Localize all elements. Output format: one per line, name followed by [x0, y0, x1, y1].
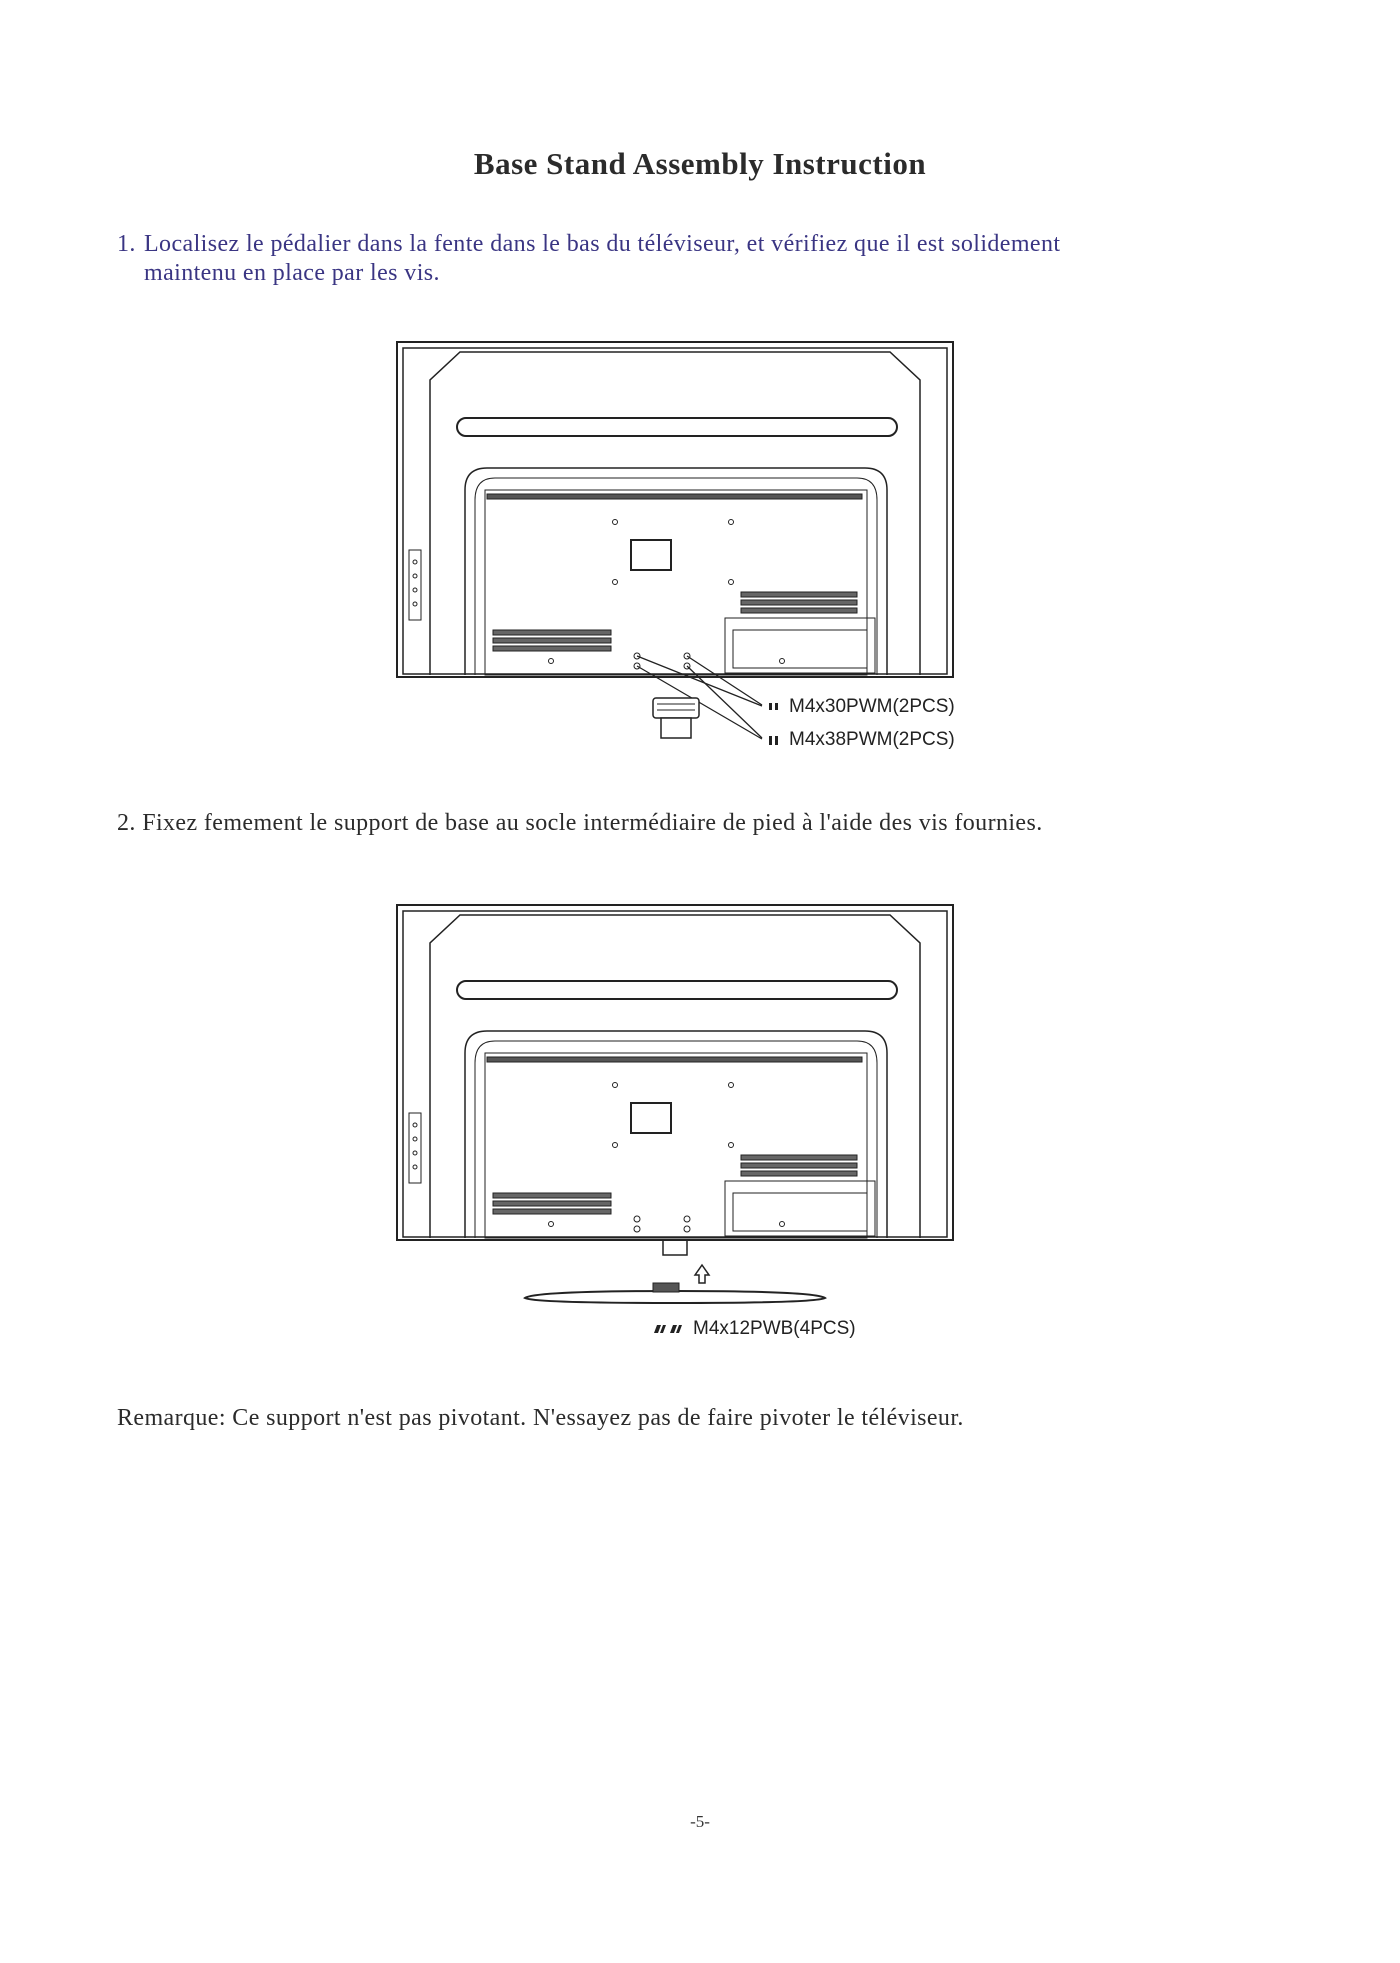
step-1-line-1: Localisez le pédalier dans la fente dans le bas du téléviseur, et vérifiez que il est solidement	[144, 231, 1061, 257]
remark-note: Remarque: Ce support n'est pas pivotant. N'essayez pas de faire pivoter le téléviseur.	[117, 1405, 964, 1431]
page-title: Base Stand Assembly Instruction	[473, 146, 927, 181]
screw-label-m4x38: M4x38PWM(2PCS)	[789, 729, 955, 750]
step-1-number: 1.	[117, 231, 136, 257]
up-arrow-icon	[695, 1265, 709, 1283]
figure-2-tv-back	[395, 903, 995, 1363]
step-1	[117, 230, 1267, 288]
tv-back-diagram-1	[395, 340, 995, 760]
tv-back-diagram-2	[395, 903, 995, 1363]
step-1-line-2: maintenu en place par les vis.	[144, 260, 440, 286]
page-number: -5-	[690, 1812, 710, 1831]
screw-label-m4x30: M4x30PWM(2PCS)	[789, 696, 955, 717]
figure-1-tv-back	[395, 340, 995, 760]
step-2: 2. Fixez femement le support de base au socle intermédiaire de pied à l'aide des vis fournies.	[117, 810, 1043, 836]
screw-label-m4x12: M4x12PWB(4PCS)	[693, 1318, 856, 1339]
